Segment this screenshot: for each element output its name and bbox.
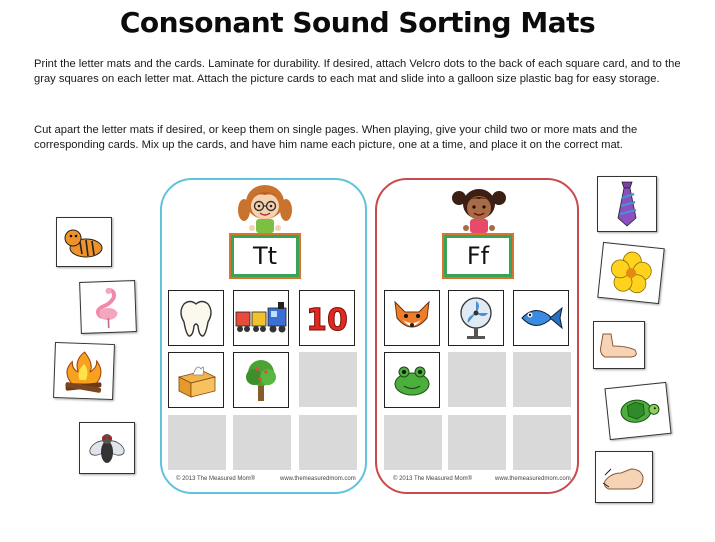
page-title: Consonant Sound Sorting Mats bbox=[119, 6, 596, 39]
empty-slot bbox=[233, 415, 291, 470]
picture-card-fish bbox=[513, 290, 569, 346]
loose-card-fly[interactable] bbox=[79, 422, 135, 474]
fire-icon bbox=[59, 347, 109, 395]
toe-icon bbox=[601, 459, 647, 495]
picture-card-ten bbox=[299, 290, 355, 346]
frog-icon bbox=[389, 360, 435, 400]
empty-slot bbox=[384, 415, 442, 470]
tree-icon bbox=[241, 357, 281, 403]
picture-card-fox bbox=[384, 290, 440, 346]
copyright-text: © 2013 The Measured Mom® bbox=[393, 476, 473, 482]
picture-card-fan bbox=[448, 290, 504, 346]
flamingo-icon bbox=[87, 283, 129, 330]
loose-card-fire[interactable] bbox=[53, 342, 115, 400]
tie-icon bbox=[612, 180, 642, 228]
tiger-icon bbox=[62, 222, 106, 262]
foot-icon bbox=[597, 330, 641, 360]
loose-card-turtle[interactable] bbox=[604, 382, 671, 440]
girl-with-pigtails-icon bbox=[441, 186, 517, 236]
empty-slot bbox=[299, 415, 357, 470]
loose-card-foot[interactable] bbox=[593, 321, 645, 369]
fox-icon bbox=[389, 298, 435, 338]
ten-icon bbox=[303, 296, 351, 340]
empty-slot bbox=[513, 415, 571, 470]
fly-icon bbox=[85, 426, 129, 470]
empty-slot bbox=[448, 352, 506, 407]
copyright-text: © 2013 The Measured Mom® bbox=[176, 476, 256, 482]
loose-card-flamingo[interactable] bbox=[79, 280, 137, 334]
loose-card-tie[interactable] bbox=[597, 176, 657, 232]
website-text: www.themeasuredmom.com bbox=[280, 476, 356, 482]
instructions-paragraph-1: Print the letter mats and the cards. Laminate for durability. If desired, attach Velcro dots to the back of each square card, and to the gray squares on each letter mat. Attach the picture cards to each mat and slide into a galloon size plastic bag for easy storage. bbox=[34, 58, 681, 85]
instructions-paragraph-2: Cut apart the letter mats if desired, or keep them on single pages. When playing, give your child two or more mats and the corresponding cards. Mix up the cards, and have him name each picture, one at a time, and place it on the correct mat. bbox=[34, 124, 638, 151]
picture-card-frog bbox=[384, 352, 440, 408]
picture-card-tissue-box bbox=[168, 352, 224, 408]
empty-slot bbox=[299, 352, 357, 407]
letter-mat-t bbox=[160, 178, 367, 494]
tooth-icon bbox=[174, 296, 218, 340]
empty-slot bbox=[513, 352, 571, 407]
loose-card-tiger[interactable] bbox=[56, 217, 112, 267]
letter-sign-t: Tt bbox=[230, 234, 300, 278]
svg-text:10: 10 bbox=[306, 303, 348, 338]
picture-card-train bbox=[233, 290, 289, 346]
empty-slot bbox=[168, 415, 226, 470]
turtle-icon bbox=[612, 391, 664, 432]
loose-card-toe[interactable] bbox=[595, 451, 653, 503]
loose-card-flower[interactable] bbox=[597, 242, 665, 304]
empty-slot bbox=[448, 415, 506, 470]
website-text: www.themeasuredmom.com bbox=[495, 476, 571, 482]
picture-card-tooth bbox=[168, 290, 224, 346]
picture-card-tree bbox=[233, 352, 289, 408]
fan-icon bbox=[455, 295, 497, 341]
letter-sign-f: Ff bbox=[443, 234, 513, 278]
fish-icon bbox=[518, 299, 564, 337]
letter-mat-f bbox=[375, 178, 579, 494]
tissue-box-icon bbox=[173, 359, 219, 401]
train-icon bbox=[234, 298, 288, 338]
flower-icon bbox=[606, 249, 656, 298]
girl-with-glasses-icon bbox=[226, 184, 304, 236]
